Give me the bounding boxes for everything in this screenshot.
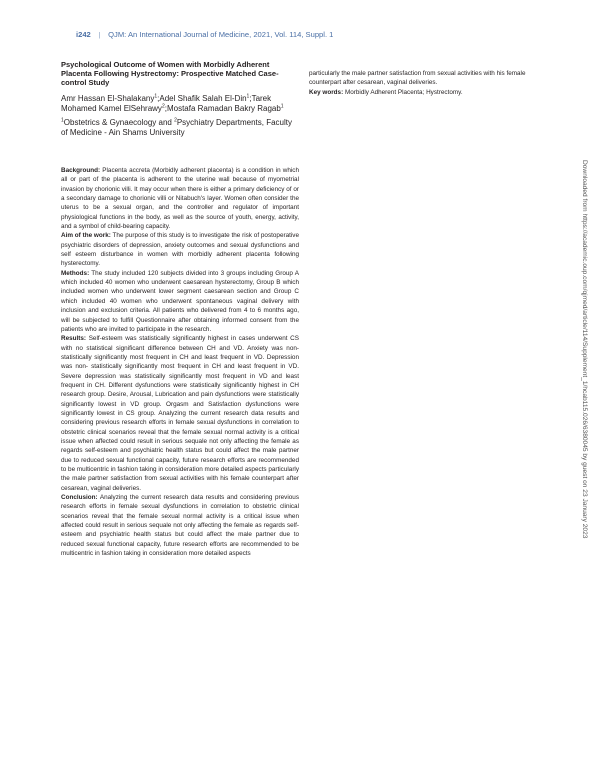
abstract-conclusion: [61, 493, 299, 558]
section-label: Conclusion:: [61, 494, 98, 502]
continued-conclusion: particularly the male partner satisfaction from sexual activities with his female counterpart after cesarean, vaginal deliveries.: [309, 70, 526, 87]
section-label: Background:: [61, 167, 101, 174]
download-sidebar: [578, 160, 590, 620]
page-number: i242: [76, 30, 91, 39]
author-separator: ;: [249, 94, 252, 103]
author-affiliation-mark: 1: [154, 93, 158, 100]
section-text: The purpose of this study is to investigate the risk of postoperative psychiatric disorders of depression, anxiety outcomes and sexual dysfunctions and self esteem disturbance in women with morbidly adherent placenta following hysterectomy.: [61, 232, 299, 268]
affiliation-text: Obstetrics & Gynaecology and: [63, 118, 175, 127]
author-name: Adel Shafik Salah El-Din: [159, 94, 247, 103]
abstract-results: [61, 334, 299, 493]
author-list: [61, 94, 299, 114]
author-name: Tarek Mohamed Kamel ElSehrawy: [61, 94, 272, 113]
abstract-background: [61, 166, 299, 231]
running-header: [76, 30, 536, 39]
author-affiliation-mark: 1: [246, 93, 250, 100]
abstract-aim: [61, 231, 299, 268]
keywords-text: Morbidly Adherent Placenta; Hystrectomy.: [343, 88, 463, 96]
journal-citation: QJM: An International Journal of Medicine, 2021, Vol. 114, Suppl. 1: [108, 30, 334, 39]
author-affiliation-mark: 1: [280, 103, 284, 110]
abstract-body: [61, 166, 299, 558]
author-name: Mostafa Ramadan Bakry Ragab: [166, 104, 281, 113]
section-text: The study included 120 subjects divided into 3 groups including Group A which included 40 women who underwent caesarean hysterectomy, Group B which included women who underwent lower segment caesarean section and Group C which included 40 women who underwent spontaneous vaginal delivery with inclusion and exclusion criteria. All patients who delivered from 4 to 6 months ago, will be subjected to fulfill Questionnaire after obtaining informed consent from the patients who are invited to participate in the research.: [61, 269, 299, 333]
section-text: Self-esteem was statistically significantly highest in cases underwent CS with no statistical significant difference between CH and VD. Anxiety was non- statistically significantly most frequent in CH and least frequent in VD. Depression was non- statistically significantly most frequent in CH and least frequent in VD. Severe depression was statistically significantly most frequent in VD and least frequent in CH. Different dysfunctions were statistically significantly highest in CH research group. Desire, Arousal, Lubrication and pain dysfunctions were statistically significantly lowest in VD group. Orgasm and Satisfaction dysfunctions were significantly lowest in CS group. Analyzing the current research data results and considering previous research efforts in female sexual dysfunctions in correlation to obstetric clinical scenarios reveal that the female sexual normal activity is a critical issue when affected could result in serious sequale not only affecting the female as regards self-esteem and psychiatric health status but could affect the male partner due to reduced sexual functional capacity, future research efforts are recommended to be multicentric in fashion taking in consideration more detailed aspects particularly the male partner satisfaction from sexual activities with his female counterpart after cesarean, vaginal deliveries.: [61, 335, 300, 492]
section-label: Aim of the work:: [61, 232, 111, 240]
article-heading: [61, 60, 299, 138]
author-affiliation-mark: 2: [161, 103, 165, 110]
section-text: Placenta accreta (Morbidly adherent placenta) is a condition in which all or part of the placenta is adherent to the uterine wall because of myometrial invasion by chorionic villi. It may occur when there is either a primary deficiency of or a secondary damage to chorionic villi or Nitabuch's layer. Women often consider the uterus to be a sexual organ, and the controller and regulator of important physiological functions in the body, as well as the source of youth, energy, activity, and a symbol of child-bearing capacity.: [61, 167, 299, 231]
abstract-methods: [61, 269, 299, 334]
section-label: Methods:: [61, 269, 90, 277]
section-label: Results:: [61, 335, 87, 343]
abstract-continuation: [309, 69, 547, 97]
keywords-label: Key words:: [309, 88, 344, 96]
article-title: Psychological Outcome of Women with Morbidly Adherent Placenta Following Hystrectomy: Prospective Matched Case-control Study: [61, 60, 279, 87]
author-separator: ;: [157, 94, 160, 103]
affiliation-mark: 1: [61, 117, 64, 124]
author-separator: ;: [164, 104, 167, 113]
affiliation-text: Psychiatry Departments, Faculty of Medicine - Ain Shams University: [61, 118, 292, 137]
download-notice: Downloaded from https://academic.oup.com/qjmed/article/114/Supplement_1/hcab115.026/6380045 by guest on 23 January 2023: [581, 160, 588, 539]
keywords: [309, 88, 547, 97]
header-separator: |: [98, 30, 101, 39]
section-text: Analyzing the current research data results and considering previous research efforts in female sexual dysfunctions in correlation to obstetric clinical scenarios reveal that the female sexual normal activity is a critical issue when affected could result in serious sequale not only affecting the female as regards self-esteem and psychiatric health status but could affect the male partner due to reduced sexual functional capacity, future research efforts are recommended to be multicentric in fashion taking in consideration more detailed aspects: [61, 494, 299, 558]
affiliation-mark: 2: [174, 117, 177, 124]
author-name: Amr Hassan El-Shalakany: [61, 94, 155, 103]
affiliation: [61, 118, 299, 138]
